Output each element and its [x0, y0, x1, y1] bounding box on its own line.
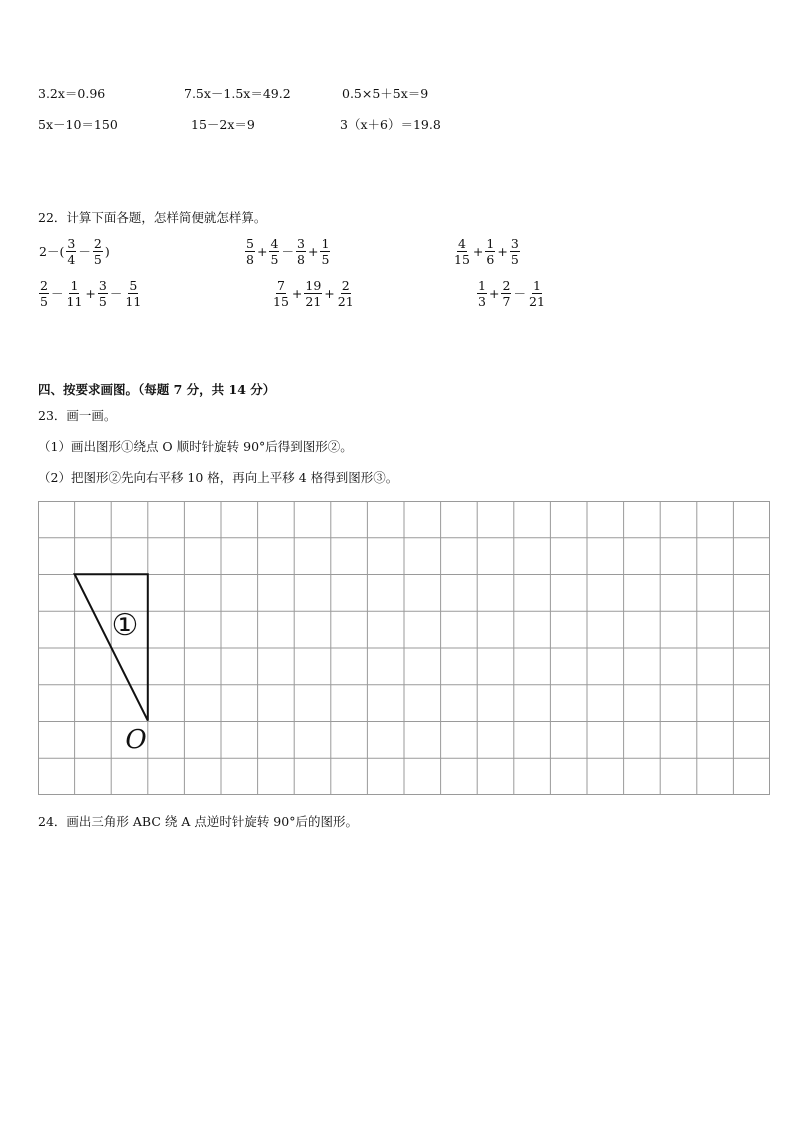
equation-4: 5x－10＝150 — [38, 117, 118, 132]
numerator: 2 — [93, 235, 102, 251]
operator: + — [324, 285, 335, 301]
section4-title: 四、按要求画图。（每题 7 分，共 14 分） — [38, 382, 276, 397]
expression-4 — [38, 276, 143, 310]
q23-title: 23．画一画。 — [38, 408, 117, 423]
fraction — [528, 278, 546, 309]
denominator: 7 — [502, 293, 511, 309]
numerator: 1 — [70, 277, 79, 293]
equation-5: 15－2x＝9 — [191, 117, 255, 132]
denominator: 21 — [529, 293, 545, 309]
numerator: 5 — [246, 235, 254, 251]
q22-title: 22．计算下面各题，怎样简便就怎样算。 — [38, 210, 267, 225]
expression-6 — [476, 276, 547, 310]
numerator: 1 — [321, 235, 330, 251]
numerator: 5 — [129, 277, 138, 293]
fraction — [245, 236, 255, 267]
fraction — [66, 236, 76, 267]
numerator: 19 — [305, 277, 322, 293]
denominator: 21 — [305, 293, 322, 309]
numerator: 1 — [486, 235, 495, 251]
numerator: 2 — [341, 277, 350, 293]
operator: + — [308, 243, 319, 259]
denominator: 4 — [67, 251, 76, 267]
denominator: 5 — [40, 293, 48, 309]
denominator: 6 — [486, 251, 495, 267]
operator: + — [489, 285, 500, 301]
operator: － — [513, 286, 526, 301]
denominator: 5 — [321, 251, 330, 267]
operator: － — [78, 244, 91, 259]
fraction — [477, 278, 487, 309]
equation-6: 3（x＋6）＝19.8 — [340, 117, 441, 132]
drawing-grid — [38, 501, 770, 795]
q23-part2: （2）把图形②先向右平移 10 格，再向上平移 4 格得到图形③。 — [38, 470, 399, 485]
equation-3: 0.5×5＋5x＝9 — [342, 86, 429, 101]
fraction — [320, 236, 330, 267]
fraction — [269, 236, 279, 267]
denominator: 11 — [125, 293, 142, 309]
equation-1: 3.2x＝0.96 — [38, 86, 106, 101]
denominator: 5 — [270, 251, 279, 267]
numerator: 4 — [457, 235, 466, 251]
fraction — [66, 278, 84, 309]
expression-3 — [452, 234, 521, 268]
numerator: 4 — [270, 235, 279, 251]
numerator: 3 — [510, 235, 519, 251]
operator: ) — [104, 243, 110, 259]
fraction — [296, 236, 306, 267]
numerator: 2 — [40, 277, 48, 293]
operator: + — [497, 243, 508, 259]
numerator: 3 — [98, 277, 107, 293]
fraction — [39, 278, 49, 309]
expression-5 — [271, 276, 356, 310]
fraction — [93, 236, 103, 267]
numerator: 1 — [532, 277, 541, 293]
operator: + — [472, 243, 484, 259]
denominator: 3 — [478, 293, 486, 309]
operator: + — [85, 285, 96, 301]
equation-2: 7.5x－1.5x＝49.2 — [184, 86, 291, 101]
denominator: 8 — [246, 251, 254, 267]
fraction — [272, 278, 290, 309]
operator: － — [281, 244, 294, 259]
denominator: 15 — [273, 293, 289, 309]
numerator: 7 — [276, 277, 285, 293]
denominator: 5 — [510, 251, 519, 267]
operator: － — [109, 286, 123, 301]
denominator: 5 — [98, 293, 107, 309]
numerator: 1 — [478, 277, 486, 293]
fraction — [453, 236, 471, 267]
denominator: 15 — [454, 251, 470, 267]
fraction — [485, 236, 495, 267]
expression-2 — [244, 234, 331, 268]
operator: － — [51, 286, 64, 301]
fraction — [304, 278, 322, 309]
denominator: 5 — [93, 251, 102, 267]
fraction — [124, 278, 142, 309]
denominator: 8 — [297, 251, 305, 267]
denominator: 21 — [337, 293, 354, 309]
numerator: 2 — [502, 277, 511, 293]
operator: + — [257, 243, 268, 259]
numerator: 3 — [297, 235, 305, 251]
shape-label-1: ① — [111, 608, 139, 643]
numerator: 3 — [67, 235, 76, 251]
expression-1 — [38, 234, 111, 268]
fraction — [510, 236, 520, 267]
q23-part1: （1）画出图形①绕点 O 顺时针旋转 90°后得到图形②。 — [38, 439, 353, 454]
denominator: 11 — [66, 293, 83, 309]
operator: 2－( — [39, 244, 65, 259]
fraction — [98, 278, 108, 309]
fraction — [337, 278, 355, 309]
fraction — [501, 278, 511, 309]
q24-title: 24．画出三角形 ABC 绕 A 点逆时针旋转 90°后的图形。 — [38, 814, 358, 829]
point-label-o: O — [125, 725, 147, 755]
operator: + — [291, 285, 303, 301]
